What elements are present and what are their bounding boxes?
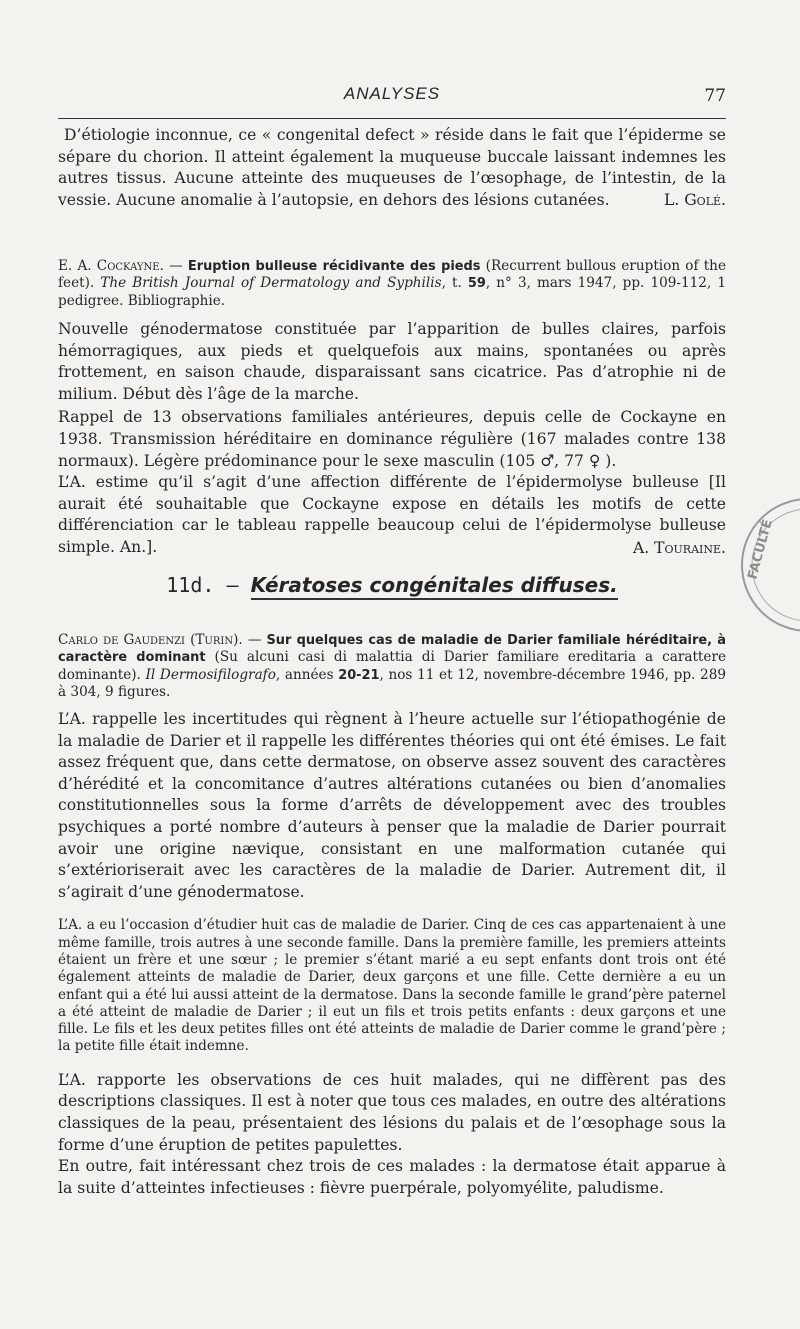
abstract-paragraph-2: Rappel de 13 observations familiales antérieures, depuis celle de Cockayne en 1938. Transmission héréditaire en dominance régulière (167 malades contre 138 normaux). Légère prédominance pour le sexe masculin (105 ♂, 77 ♀ ). [58, 408, 726, 470]
reference-original-title: (Recurrent bullous eruption of the feet). [58, 258, 726, 292]
reference-citation [58, 258, 726, 310]
running-title: ANALYSES [343, 84, 441, 103]
reference-details-2: , nos 11 et 12, novembre-décembre 1946, pp. 289 à 304, 9 figures. [58, 666, 726, 700]
section-title: Kératoses congénitales diffuses. [251, 573, 618, 600]
reference-cockayne [58, 258, 726, 310]
reference-title: Eruption bulleuse récidivante des pieds [187, 259, 481, 274]
abstract-paragraph-6: L’A. rapporte les observations de ces huit malades, qui ne diffèrent pas des descriptions classiques. Il est à noter que tous ces malades, en outre des altérations classiques de la peau, présentaient des lésions du palais et de l’œsophage sous la forme d’une éruption de petites papulettes. [58, 1070, 726, 1154]
section-number: 11d. — [166, 573, 251, 597]
page-number: 77 [704, 86, 726, 106]
reference-citation-2 [58, 632, 726, 701]
reference-dash-2: — [242, 632, 267, 648]
running-head [58, 84, 726, 110]
intro-paragraph: D’étiologie inconnue, ce « congenital defect » réside dans le fait que l’épiderme se sépare du chorion. Il atteint également la muqueuse buccale laissant indemnes les autres tissus. Aucune atteinte des muqueuses de l’œsophage, de l’intestin, de la vessie. Aucune anomalie à l’autopsie, en dehors des lésions cutanées. [58, 126, 726, 209]
stamp-text: FACULTÉ [745, 517, 776, 582]
library-stamp [738, 455, 800, 675]
reference-journal-2: Il Dermosifilografo [145, 666, 276, 683]
header-rule [58, 118, 726, 119]
abstract-paragraph-4: L’A. rappelle les incertitudes qui règnent à l’heure actuelle sur l’étiopathogénie de la maladie de Darier et il rappelle les différentes théories qui ont été émises. Le fait assez fréquent que, dans cette dermatose, on observe assez souvent des caractères d’hérédité et la concomitance d’autres altérations cutanées ou bien d’anomalies constitutionnelles sous la forme d’arrêts de développement avec des troubles psychiques a porté nombre d’auteurs à penser que la maladie de Darier pourrait avoir une origine nævique, consistant en une malformation cutanée qui s’extérioriserait avec les caractères de la maladie de Darier. Autrement dit, il s’agirait d’une génodermatose. [58, 710, 726, 901]
reference-volume: 59 [467, 276, 486, 292]
reference-volume-prefix: , t. [441, 275, 468, 292]
reference-original-title-2: (Su alcuni casi di malattia di Darier familiare ereditaria a carattere dominante). [58, 649, 726, 683]
reference-author: E. A. Cockayne. [58, 258, 164, 274]
abstract-paragraph-3: L’A. estime qu’il s’agit d’une affection différente de l’épidermolyse bulleuse [Il aurait été souhaitable que Cockayne expose en détails les motifs de cette différenciation car le tableau rappelle beaucoup celui de l’épidermolyse bulleuse simple. An.]. [58, 473, 726, 556]
reference-years-prefix: , années [275, 666, 339, 683]
reference-title-2: Sur quelques cas de maladie de Darier familiale héréditaire, à caractère dominant [58, 633, 726, 666]
reference-gaudenzi [58, 632, 726, 701]
abstract-signature: A. Touraine. [632, 538, 726, 557]
intro-signature: L. Golé. [663, 191, 726, 210]
abstract-paragraph-1: Nouvelle génodermatose constituée par l’apparition de bulles claires, parfois hémorragiques, aux pieds et quelquefois aux mains, spontanées ou après frottement, en saison chaude, disparaissant sans cicatrice. Pas d’atrophie ni de milium. Début dès l’âge de la marche. [58, 320, 726, 403]
reference-details: , n° 3, mars 1947, pp. 109-112, 1 pedigree. Bibliographie. [58, 275, 727, 309]
section-heading [58, 573, 726, 597]
abstract-paragraph-7: En outre, fait intéressant chez trois de ces malades : la dermatose était apparue à la suite d’atteintes infectieuses : fièvre puerpérale, polyomyélite, paludisme. [58, 1157, 726, 1197]
reference-years: 20-21 [338, 667, 380, 683]
reference-journal: The British Journal of Dermatology and Syphilis [100, 275, 442, 292]
gaudenzi-abstract [58, 709, 726, 1199]
intro-block [58, 125, 726, 211]
cockayne-abstract [58, 319, 726, 559]
reference-dash: — [163, 258, 188, 274]
case-description: L’A. a eu l’occasion d’étudier huit cas de maladie de Darier. Cinq de ces cas appartenaient à une même famille, trois autres à une seconde famille. Dans la première famille, les premiers atteints étaient un frère et une sœur ; le premier s’étant marié a eu sept enfants dont trois ont été également atteints de maladie de Darier, deux garçons et une fille. Cette dernière a eu un enfant qui a été lui aussi atteint de la dermatose. Dans la seconde famille le grand’père paternel a été atteint de maladie de Darier ; il eut un fils et trois petits enfants : deux garçons et une fille. Le fils et les deux petites filles ont été atteints de maladie de Darier comme le grand’père ; la petite fille était indemne. [58, 917, 726, 1055]
reference-author-2: Carlo de Gaudenzi (Turin). [58, 632, 243, 648]
